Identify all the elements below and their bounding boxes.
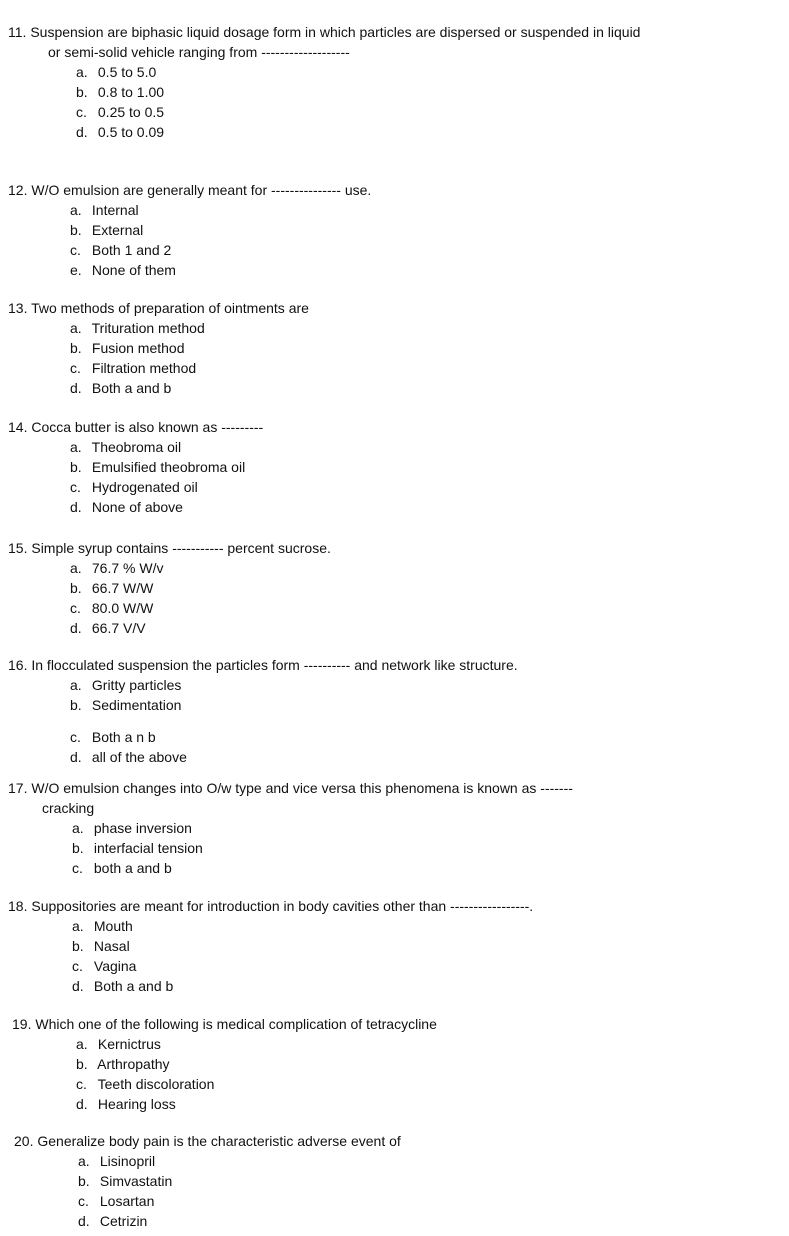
- option-c: c. 80.0 W/W: [70, 600, 154, 616]
- question-text: Suspension are biphasic liquid dosage form in which particles are dispersed or suspended in liquid: [30, 24, 641, 40]
- option-c: c. Hydrogenated oil: [70, 479, 198, 495]
- option-d: d. 0.5 to 0.09: [76, 124, 165, 140]
- question-17: [8, 778, 573, 878]
- option-list: [8, 558, 331, 638]
- question-11: [8, 22, 640, 142]
- option-list: [8, 200, 371, 280]
- question-stem: [8, 778, 573, 798]
- question-12: [8, 180, 371, 280]
- option-a: a. phase inversion: [72, 820, 192, 836]
- question-14: [8, 417, 263, 517]
- option-c: c. Losartan: [78, 1193, 155, 1209]
- question-20: [14, 1131, 401, 1231]
- question-stem: [8, 896, 533, 916]
- option-a: a. 0.5 to 5.0: [76, 64, 157, 80]
- question-text: Cocca butter is also known as ---------: [31, 419, 264, 435]
- option-a: a. Gritty particles: [70, 677, 182, 693]
- option-a: a. Kernictrus: [76, 1036, 161, 1052]
- question-text: W/O emulsion are generally meant for --------------- use.: [31, 182, 372, 198]
- question-text: Generalize body pain is the characteristic adverse event of: [37, 1133, 401, 1149]
- option-a: a. Mouth: [72, 918, 133, 934]
- option-c: c. 0.25 to 0.5: [76, 104, 165, 120]
- question-text: Two methods of preparation of ointments are: [31, 300, 309, 316]
- option-e: e. None of them: [70, 262, 176, 278]
- question-13: [8, 298, 309, 398]
- option-a: a. Theobroma oil: [70, 439, 182, 455]
- option-d: d. Both a and b: [72, 978, 174, 994]
- option-list: [8, 818, 573, 878]
- option-c: c. Both a n b: [70, 729, 156, 745]
- option-a: a. Lisinopril: [78, 1153, 156, 1169]
- question-number: 11.: [8, 24, 27, 40]
- option-d: d. None of above: [70, 499, 183, 515]
- question-number: 15.: [8, 540, 28, 556]
- question-stem: [8, 655, 518, 675]
- question-18: [8, 896, 533, 996]
- spacer: [70, 715, 518, 727]
- question-text: Which one of the following is medical complication of tetracycline: [35, 1016, 437, 1032]
- question-number: 12.: [8, 182, 28, 198]
- option-list: [8, 318, 309, 398]
- option-d: d. 66.7 V/V: [70, 620, 146, 636]
- question-19: [12, 1014, 437, 1114]
- option-b: b. Sedimentation: [70, 697, 182, 713]
- option-d: d. Hearing loss: [76, 1096, 176, 1112]
- option-c: c. Vagina: [72, 958, 137, 974]
- question-stem: [12, 1014, 437, 1034]
- option-list: [8, 437, 263, 517]
- option-c: c. both a and b: [72, 860, 172, 876]
- option-b: b. Simvastatin: [78, 1173, 173, 1189]
- question-number: 17.: [8, 780, 28, 796]
- option-b: b. External: [70, 222, 144, 238]
- question-text-continuation: cracking: [42, 800, 95, 816]
- question-stem: [8, 180, 371, 200]
- option-b: b. Nasal: [72, 938, 130, 954]
- option-b: b. Arthropathy: [76, 1056, 170, 1072]
- question-number: 16.: [8, 657, 28, 673]
- option-a: a. 76.7 % W/v: [70, 560, 164, 576]
- option-b: b. Emulsified theobroma oil: [70, 459, 246, 475]
- option-b: b. interfacial tension: [72, 840, 203, 856]
- option-a: a. Internal: [70, 202, 139, 218]
- question-text-continuation: or semi-solid vehicle ranging from -------------------: [48, 44, 350, 60]
- question-stem: [8, 22, 640, 42]
- option-list: [8, 62, 640, 142]
- option-b: b. Fusion method: [70, 340, 185, 356]
- question-15: [8, 538, 331, 638]
- question-number: 20.: [14, 1133, 34, 1149]
- question-text: In flocculated suspension the particles form ---------- and network like structure.: [31, 657, 518, 673]
- question-number: 18.: [8, 898, 28, 914]
- option-list: [8, 675, 518, 767]
- option-c: c. Filtration method: [70, 360, 197, 376]
- option-list: [8, 916, 533, 996]
- question-number: 19.: [12, 1016, 32, 1032]
- question-text: W/O emulsion changes into O/w type and vice versa this phenomena is known as -------: [31, 780, 573, 796]
- option-c: c. Teeth discoloration: [76, 1076, 215, 1092]
- option-d: d. Both a and b: [70, 380, 172, 396]
- option-list: [12, 1034, 437, 1114]
- option-a: a. Trituration method: [70, 320, 205, 336]
- option-c: c. Both 1 and 2: [70, 242, 172, 258]
- option-b: b. 0.8 to 1.00: [76, 84, 165, 100]
- option-d: d. Cetrizin: [78, 1213, 148, 1229]
- question-stem: [14, 1131, 401, 1151]
- question-number: 14.: [8, 419, 28, 435]
- question-16: [8, 655, 518, 767]
- question-number: 13.: [8, 300, 28, 316]
- question-text: Simple syrup contains ----------- percent sucrose.: [31, 540, 331, 556]
- question-text: Suppositories are meant for introduction in body cavities other than -----------------.: [31, 898, 534, 914]
- option-list: [14, 1151, 401, 1231]
- option-d: d. all of the above: [70, 749, 187, 765]
- question-stem: [8, 417, 263, 437]
- question-stem: [8, 298, 309, 318]
- question-stem: [8, 538, 331, 558]
- option-b: b. 66.7 W/W: [70, 580, 154, 596]
